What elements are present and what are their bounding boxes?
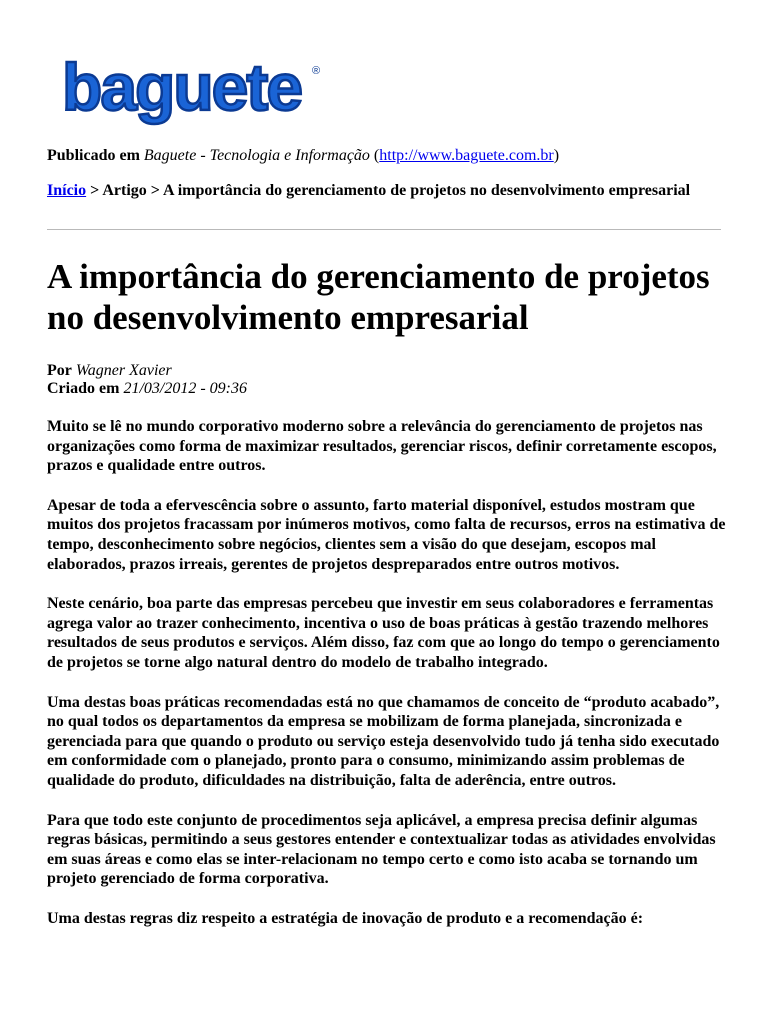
created-label: Criado em [47, 380, 120, 397]
breadcrumb-separator: > [146, 182, 164, 199]
published-label: Publicado em [47, 147, 140, 164]
author-label: Por [47, 362, 72, 379]
breadcrumb-separator: > [86, 182, 103, 199]
article-body [47, 417, 727, 948]
header-divider [47, 229, 721, 230]
author-line [47, 362, 247, 380]
baguete-logo[interactable] [60, 52, 330, 134]
breadcrumb-section: Artigo [102, 182, 147, 199]
author-name: Wagner Xavier [75, 362, 172, 379]
site-url-link[interactable]: http://www.baguete.com.br [379, 147, 554, 164]
breadcrumb-current: A importância do gerenciamento de projetos no desenvolvimento empresarial [163, 182, 691, 199]
article-paragraph: Uma destas boas práticas recomendadas está no que chamamos de conceito de “produto acabado”, no qual todos os departamentos da empresa se mobilizam de forma planejada, sincronizada e gerenciada para que quando o produto ou serviço esteja desenvolvido tudo já tenha sido executado em conformidade com o planejado, pronto para o consumo, minimizando assim problemas de qualidade do produto, dificuldades na distribuição, falta de aderência, entre outros. [47, 693, 720, 789]
baguete-logo-graphic [60, 52, 330, 134]
logo-wordmark: baguete [62, 52, 302, 124]
site-name: Baguete - Tecnologia e Informação [143, 147, 370, 164]
article-byline [47, 362, 247, 398]
article-paragraph: Uma destas regras diz respeito a estratégia de inovação de produto e a recomendação é: [47, 909, 644, 927]
close-paren: ) [553, 147, 560, 164]
article-paragraph: Para que todo este conjunto de procedimentos seja aplicável, a empresa precisa definir algumas regras básicas, permitindo a seus gestores entender e contextualizar todas as atividades envolvidas em suas áreas e como elas se inter-relacionam no tempo certo e como isto acaba se tornando um projeto gerenciado de forma corporativa. [47, 811, 716, 888]
created-line [47, 380, 247, 398]
registered-mark-icon: ® [312, 65, 321, 77]
breadcrumb [47, 182, 707, 200]
open-paren: ( [369, 147, 380, 164]
article-paragraph: Apesar de toda a efervescência sobre o assunto, farto material disponível, estudos mostram que muitos dos projetos fracassam por inúmeros motivos, como falta de recursos, erros na estimativa de tempo, desconhecimento sobre negócios, clientes sem a visão do que desejam, escopos mal elaborados, prazos irreais, gerentes de projetos despreparados entre outros motivos. [47, 496, 726, 573]
article-title: A importância do gerenciamento de projetos no desenvolvimento empresarial [47, 257, 710, 337]
article-paragraph: Muito se lê no mundo corporativo moderno sobre a relevância do gerenciamento de projetos nas organizações como forma de maximizar resultados, gerenciar riscos, definir corretamente escopos, prazos e qualidade entre outros. [47, 418, 717, 475]
breadcrumb-home-link[interactable]: Início [47, 182, 87, 199]
created-date: 21/03/2012 - 09:36 [123, 380, 247, 397]
published-line [47, 146, 559, 165]
article-paragraph: Neste cenário, boa parte das empresas percebeu que investir em seus colaboradores e ferramentas agrega valor ao trazer conhecimento, incentiva o uso de boas práticas à gestão trazendo melhores resultados de seus produtos e serviços. Além disso, faz com que ao longo do tempo o gerenciamento de projetos se torne algo natural dentro do modelo de trabalho integrado. [47, 595, 720, 671]
